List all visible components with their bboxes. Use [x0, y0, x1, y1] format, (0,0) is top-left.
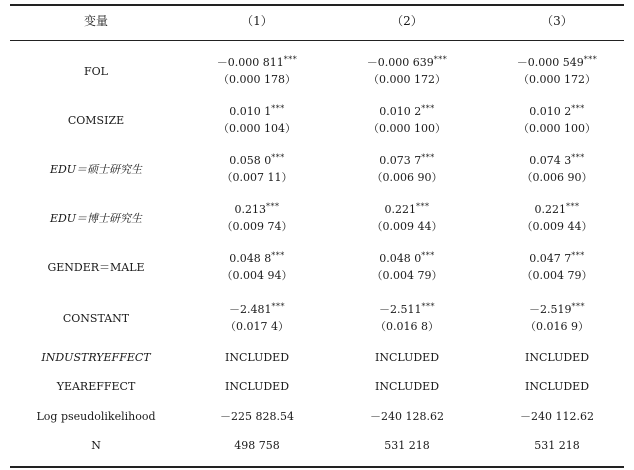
header-col-3: （3）	[541, 14, 573, 28]
se-value: （0.017 4）	[225, 320, 289, 333]
coef-cell	[332, 303, 482, 317]
coef-value: －0.000 639	[366, 56, 434, 69]
se-value: （0.000 100）	[368, 122, 446, 135]
coef-value: 0.048 0	[379, 252, 422, 265]
row-label-comsize: COMSIZE	[67, 114, 125, 127]
se-value: （0.009 74）	[221, 220, 293, 233]
coef-cell	[332, 203, 482, 217]
coef-cell	[332, 56, 482, 70]
coef-cell	[182, 56, 332, 70]
header-rule	[10, 40, 624, 41]
significance-stars: ***	[266, 202, 280, 211]
se-value: （0.006 90）	[371, 171, 443, 184]
se-value: （0.000 172）	[368, 73, 446, 86]
coef-cell	[182, 203, 332, 217]
industry-effect-value: INCLUDED	[524, 351, 590, 364]
significance-stars: ***	[566, 202, 580, 211]
significance-stars: ***	[571, 251, 585, 260]
row-label-edu-master: EDU＝硕士研究生	[49, 163, 143, 176]
significance-stars: ***	[583, 55, 598, 64]
row-label-edu-doctor: EDU＝博士研究生	[49, 212, 143, 225]
coef-value: 0.010 2	[529, 105, 572, 118]
coef-cell	[482, 303, 632, 317]
n-value: 531 218	[534, 439, 580, 452]
coef-cell	[182, 303, 332, 317]
significance-stars: ***	[571, 302, 585, 311]
coef-value: 0.047 7	[529, 252, 572, 265]
header-col-1: （1）	[241, 14, 273, 28]
coef-cell	[482, 252, 632, 266]
significance-stars: ***	[433, 55, 448, 64]
log-pseudolikelihood-value: －225 828.54	[220, 410, 294, 423]
significance-stars: ***	[421, 251, 435, 260]
top-rule	[10, 4, 624, 6]
coef-value: －0.000 811	[216, 56, 284, 69]
se-value: （0.016 9）	[525, 320, 589, 333]
coef-cell	[482, 105, 632, 119]
coef-value: 0.213	[234, 203, 266, 216]
significance-stars: ***	[421, 153, 435, 162]
coef-value: 0.073 7	[379, 154, 422, 167]
n-value: 498 758	[234, 439, 280, 452]
coef-value: 0.010 2	[379, 105, 422, 118]
significance-stars: ***	[571, 153, 585, 162]
year-effect-value: INCLUDED	[524, 380, 590, 393]
coef-value: 0.221	[384, 203, 416, 216]
coef-value: 0.010 1	[229, 105, 272, 118]
coef-value: 0.048 8	[229, 252, 272, 265]
significance-stars: ***	[271, 104, 285, 113]
industry-effect-value: INCLUDED	[224, 351, 290, 364]
row-label-log-pseudolikelihood: Log pseudolikelihood	[36, 410, 156, 423]
header-variable: 变量	[83, 14, 108, 28]
coef-cell	[332, 105, 482, 119]
coef-value: －2.511	[379, 303, 422, 316]
coef-cell	[332, 154, 482, 168]
se-value: （0.000 100）	[518, 122, 596, 135]
header-col-2: （2）	[391, 14, 423, 28]
bottom-rule	[10, 466, 624, 468]
coef-cell	[482, 203, 632, 217]
coef-cell	[182, 252, 332, 266]
coef-cell	[182, 105, 332, 119]
row-label-industry-effect: INDUSTRYEFFECT	[41, 351, 151, 364]
year-effect-value: INCLUDED	[224, 380, 290, 393]
coef-value: 0.074 3	[529, 154, 572, 167]
year-effect-value: INCLUDED	[374, 380, 440, 393]
se-value: （0.000 178）	[218, 73, 296, 86]
coef-value: －2.481	[229, 303, 272, 316]
log-pseudolikelihood-value: －240 112.62	[520, 410, 594, 423]
significance-stars: ***	[416, 202, 430, 211]
coef-cell	[482, 56, 632, 70]
se-value: （0.000 104）	[218, 122, 296, 135]
se-value: （0.000 172）	[518, 73, 596, 86]
row-label-gender: GENDER＝MALE	[47, 261, 145, 274]
significance-stars: ***	[421, 302, 435, 311]
row-label-year-effect: YEAREFFECT	[56, 380, 136, 393]
coef-value: 0.221	[534, 203, 566, 216]
se-value: （0.004 94）	[221, 269, 293, 282]
se-value: （0.007 11）	[221, 171, 293, 184]
row-label-n: N	[91, 439, 101, 452]
row-label-constant: CONSTANT	[62, 312, 130, 325]
significance-stars: ***	[421, 104, 435, 113]
industry-effect-value: INCLUDED	[374, 351, 440, 364]
significance-stars: ***	[271, 153, 285, 162]
coef-value: 0.058 0	[229, 154, 272, 167]
se-value: （0.009 44）	[521, 220, 593, 233]
significance-stars: ***	[283, 55, 298, 64]
se-value: （0.016 8）	[375, 320, 439, 333]
se-value: （0.004 79）	[521, 269, 593, 282]
coef-value: －2.519	[529, 303, 572, 316]
coef-cell	[182, 154, 332, 168]
coef-value: －0.000 549	[516, 56, 584, 69]
log-pseudolikelihood-value: －240 128.62	[370, 410, 444, 423]
coef-cell	[332, 252, 482, 266]
se-value: （0.009 44）	[371, 220, 443, 233]
coef-cell	[482, 154, 632, 168]
significance-stars: ***	[271, 302, 285, 311]
se-value: （0.006 90）	[521, 171, 593, 184]
significance-stars: ***	[571, 104, 585, 113]
n-value: 531 218	[384, 439, 430, 452]
significance-stars: ***	[271, 251, 285, 260]
row-label-fol: FOL	[84, 65, 108, 78]
se-value: （0.004 79）	[371, 269, 443, 282]
